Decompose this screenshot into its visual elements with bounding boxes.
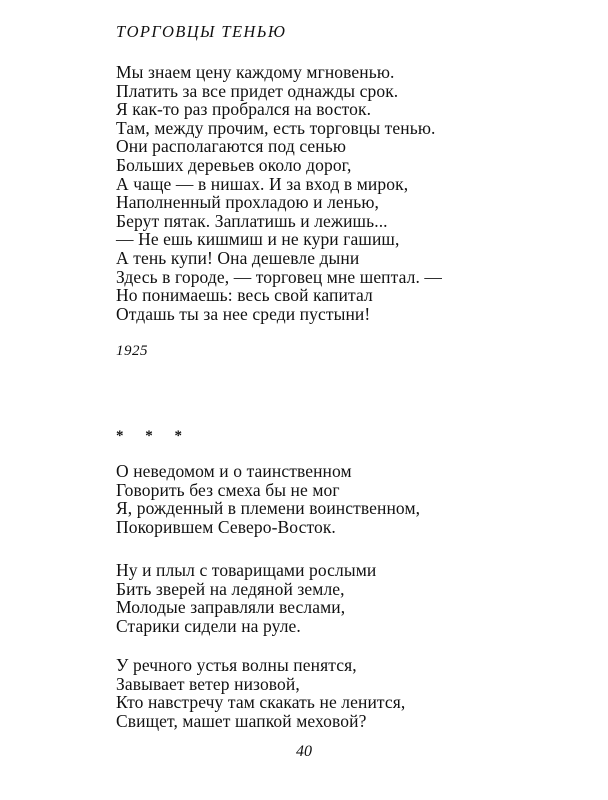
poem-line: Старики сидели на руле. <box>116 615 301 636</box>
poem-stanza <box>116 561 376 635</box>
poem-title: ТОРГОВЦЫ ТЕНЬЮ <box>116 22 287 41</box>
poem-line: Они располагаются под сенью <box>116 136 347 157</box>
poem-line: Кто навстречу там скакать не ленится, <box>116 692 406 713</box>
poem-date: 1925 <box>116 343 148 359</box>
poem-line: Молодые заправляли веслами, <box>116 597 346 618</box>
poem-stanza <box>116 462 420 536</box>
poem-line: Наполненный прохладою и ленью, <box>116 192 379 213</box>
poem-line: Платить за все придет однажды срок. <box>116 80 399 101</box>
poem-line: Я как-то раз пробрался на восток. <box>116 99 372 120</box>
poem-line: А тень купи! Она дешевле дыни <box>116 247 360 268</box>
poem-line: — Не ешь кишмиш и не кури гашиш, <box>116 229 400 250</box>
poem-line: А чаще — в нишах. И за вход в мирок, <box>116 173 409 194</box>
poem-line: Говорить без смеха бы не мог <box>116 479 340 500</box>
poem-line: Я, рожденный в племени воинственном, <box>116 498 421 519</box>
poem-line: Бить зверей на ледяной земле, <box>116 578 345 599</box>
poem-line: Ну и плыл с товарищами рослыми <box>116 560 377 580</box>
poem-line: Мы знаем цену каждому мгновенью. <box>116 62 395 82</box>
poem-line: Больших деревьев около дорог, <box>116 154 352 175</box>
poem-line: Покорившем Северо-Восток. <box>116 516 336 537</box>
poem-line: Отдашь ты за нее среди пустыни! <box>116 303 371 324</box>
poem-line: О неведомом и о таинственном <box>116 461 352 481</box>
poem-line: У речного устья волны пенятся, <box>116 655 357 675</box>
poem-line: Но понимаешь: весь свой капитал <box>116 285 373 306</box>
poem-line: Свищет, машет шапкой меховой? <box>116 710 367 731</box>
poem-stanza <box>116 656 405 730</box>
poem-line: Берут пятак. Заплатишь и лежишь... <box>116 210 388 231</box>
poem-stanza <box>116 63 442 323</box>
poem-line: Завывает ветер низовой, <box>116 673 300 694</box>
page-number: 40 <box>296 743 312 760</box>
poem-line: Там, между прочим, есть торговцы тенью. <box>116 117 436 138</box>
poem-line: Здесь в городе, — торговец мне шептал. — <box>116 266 443 287</box>
section-separator: * * * <box>116 428 191 444</box>
